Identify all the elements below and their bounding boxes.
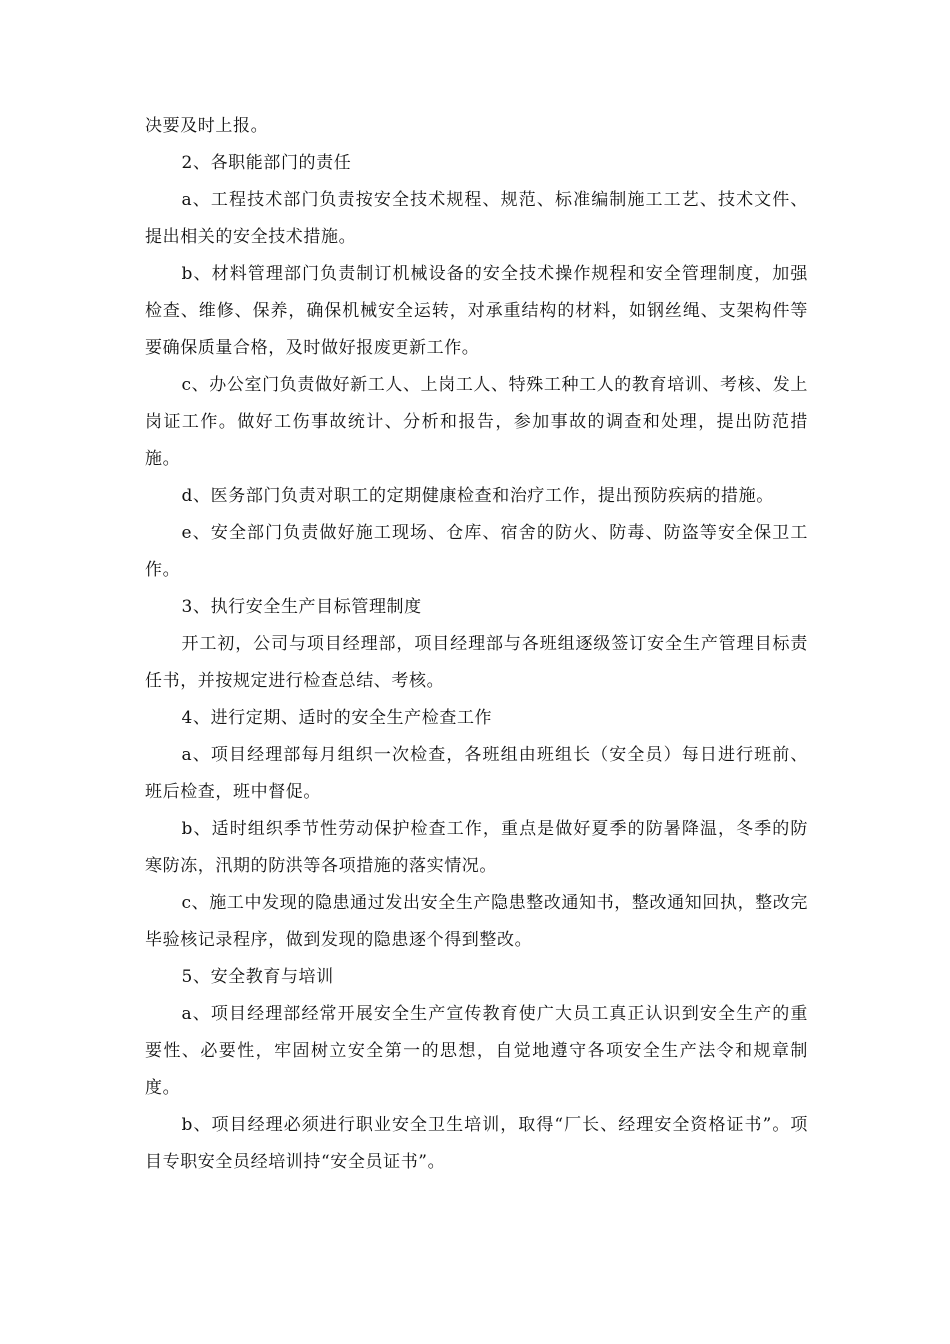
paragraph-2a: a、工程技术部门负责按安全技术规程、规范、标准编制施工工艺、技术文件、提出相关的安全技术措施。 [145, 190, 808, 247]
paragraph-5b: b、项目经理必须进行职业安全卫生培训，取得“厂长、经理安全资格证书”。项目专职安全员经培训持“安全员证书”。 [145, 1115, 808, 1172]
section-heading-4: 4、进行定期、适时的安全生产检查工作 [181, 708, 493, 728]
paragraph-2e: e、安全部门负责做好施工现场、仓库、宿舍的防火、防毒、防盗等安全保卫工作。 [145, 523, 808, 580]
paragraph-4b: b、适时组织季节性劳动保护检查工作，重点是做好夏季的防暑降温，冬季的防寒防冻，汛期的防洪等各项措施的落实情况。 [145, 819, 808, 876]
paragraph-2d: d、医务部门负责对职工的定期健康检查和治疗工作，提出预防疾病的措施。 [181, 486, 774, 506]
paragraph-continuation: 决要及时上报。 [145, 116, 269, 136]
document-body [145, 108, 808, 1181]
paragraph-5a: a、项目经理部经常开展安全生产宣传教育使广大员工真正认识到安全生产的重要性、必要性，牢固树立安全第一的思想，自觉地遵守各项安全生产法令和规章制度。 [145, 1004, 808, 1098]
paragraph-4a: a、项目经理部每月组织一次检查，各班组由班组长（安全员）每日进行班前、班后检查，班中督促。 [145, 745, 808, 802]
paragraph-4c: c、施工中发现的隐患通过发出安全生产隐患整改通知书，整改通知回执，整改完毕验核记录程序，做到发现的隐患逐个得到整改。 [145, 893, 808, 950]
section-heading-2: 2、各职能部门的责任 [181, 153, 352, 173]
section-heading-5: 5、安全教育与培训 [181, 967, 334, 987]
paragraph-2b: b、材料管理部门负责制订机械设备的安全技术操作规程和安全管理制度，加强检查、维修、保养，确保机械安全运转，对承重结构的材料，如钢丝绳、支架构件等要确保质量合格，及时做好报废更新工作。 [145, 264, 808, 358]
section-heading-3: 3、执行安全生产目标管理制度 [181, 597, 422, 617]
paragraph-3: 开工初，公司与项目经理部，项目经理部与各班组逐级签订安全生产管理目标责任书，并按规定进行检查总结、考核。 [145, 634, 808, 691]
paragraph-2c: c、办公室门负责做好新工人、上岗工人、特殊工种工人的教育培训、考核、发上岗证工作。做好工伤事故统计、分析和报告，参加事故的调查和处理，提出防范措施。 [145, 375, 808, 469]
